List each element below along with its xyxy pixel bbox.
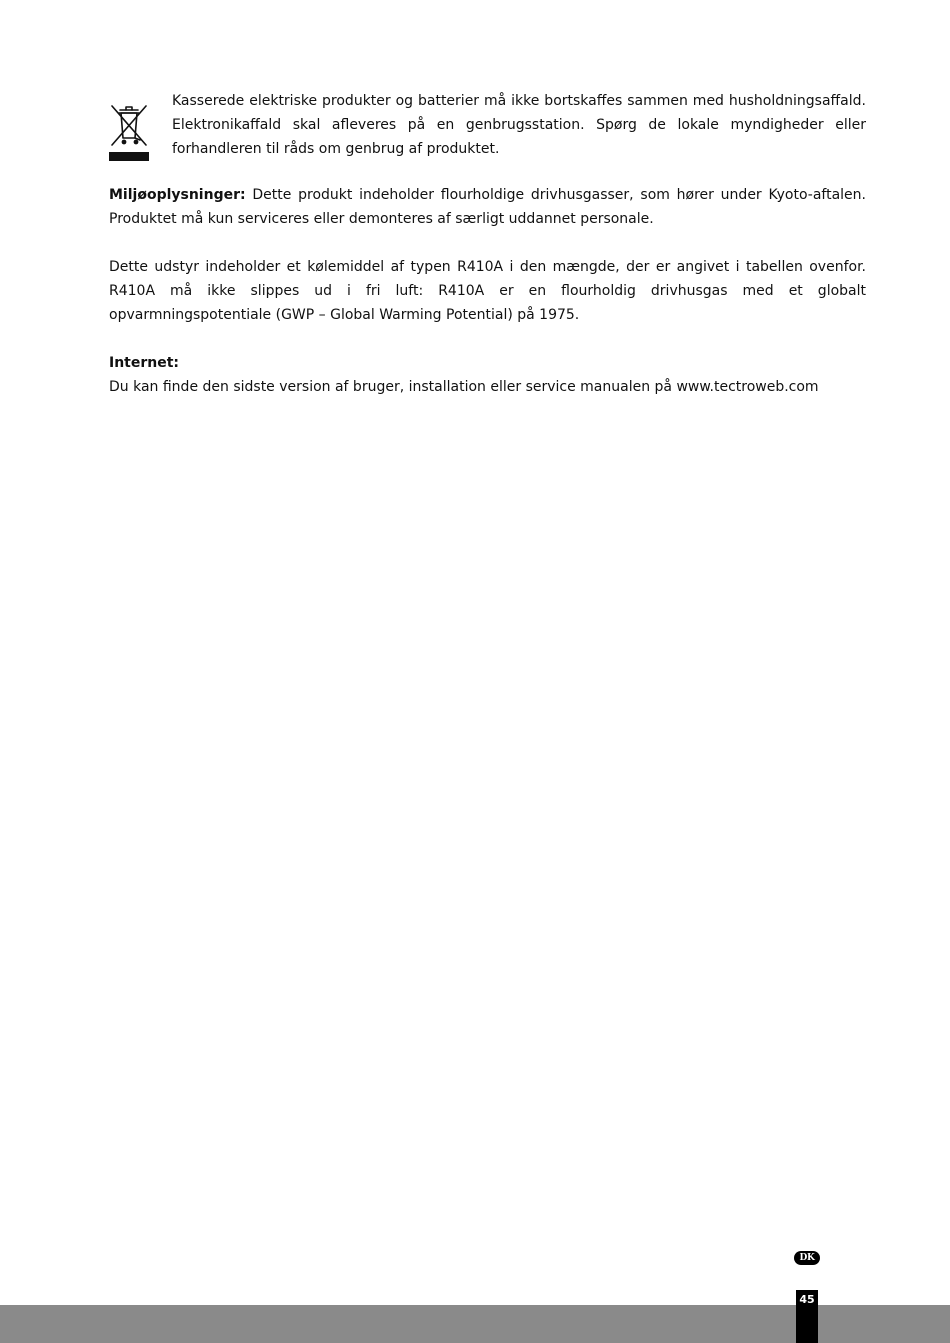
internet-label: Internet: bbox=[109, 355, 180, 371]
internet-text: Du kan finde den sidste version af bruger, installation eller service manualen på www.tectroweb.com bbox=[109, 379, 819, 395]
environment-text: Dette produkt indeholder flourholdige drivhusgasser, som hører under Kyoto-aftalen. Produktet må kun serviceres eller demonteres af særligt uddannet personale. bbox=[109, 187, 866, 227]
crossed-out-wheelie-bin-icon bbox=[109, 100, 149, 162]
language-badge: DK bbox=[794, 1251, 820, 1265]
environment-information bbox=[109, 183, 866, 231]
internet-section bbox=[109, 351, 866, 399]
weee-disposal-notice: Kasserede elektriske produkter og batterier må ikke bortskaffes sammen med husholdningsaffald. Elektronikaffald skal afleveres på en genbrugsstation. Spørg de lokale myndigheder eller forhandleren til råds om genbrug af produktet. bbox=[172, 93, 866, 157]
page-number: 45 bbox=[799, 1293, 815, 1306]
refrigerant-paragraph: Dette udstyr indeholder et kølemiddel af typen R410A i den mængde, der er angivet i tabellen ovenfor. R410A må ikke slippes ud i fri luft: R410A er en flourholdig drivhusgas med et globalt opvarmningspotentiale (GWP – Global Warming Potential) på 1975. bbox=[109, 259, 866, 323]
environment-label: Miljøoplysninger: bbox=[109, 187, 246, 203]
